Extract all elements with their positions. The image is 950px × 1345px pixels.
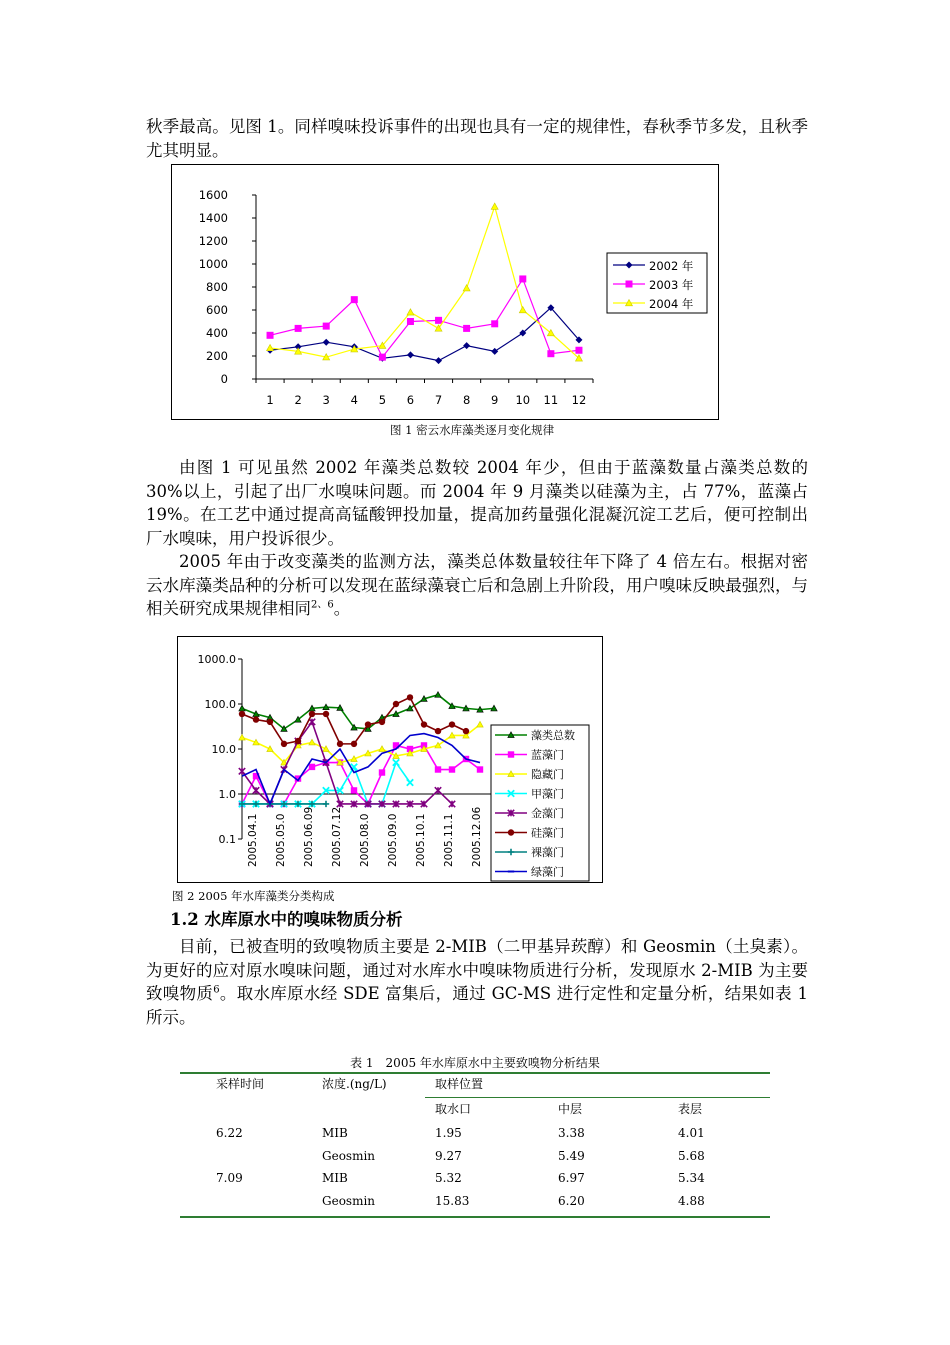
chart2-y-tick-label: 100.0 (204, 698, 236, 711)
chart2-point (239, 711, 245, 717)
table-rule-top (180, 1072, 770, 1074)
chart1-series-2 (267, 275, 583, 360)
chart1-point (463, 342, 470, 349)
chart2-point (253, 787, 259, 793)
chart1-y-tick-label: 1000 (198, 257, 228, 271)
row-4-intake: 15.83 (435, 1194, 470, 1208)
header-conc: 浓度.(ng/L) (322, 1077, 387, 1091)
paragraph-1: 秋季最高。见图 1。同样嗅味投诉事件的出现也具有一定的规律性，春秋季节多发，且秋季尤其明显。 (146, 117, 808, 160)
chart1-point (547, 350, 554, 357)
row-2-surface: 5.68 (678, 1149, 705, 1163)
chart2-point (449, 721, 455, 727)
chart2-legend-label: 蓝藻门 (531, 748, 564, 762)
chart2-point (463, 728, 469, 734)
chart1-legend-marker (626, 281, 633, 288)
paragraph-4-text: 目前，已被查明的致嗅物质主要是 2-MIB（二甲基异莰醇）和 Geosmin（土臭素）。为更好的应对原水嗅味问题，通过对水库水中嗅味物质进行分析，发现原水 2-MIB 为主要致嗅物质 (146, 937, 808, 1003)
chart2-point (309, 764, 315, 770)
chart1-point (407, 351, 414, 358)
row-1-compound: MIB (322, 1126, 348, 1140)
chart2-point (239, 768, 245, 774)
chart2-series-2 (239, 742, 483, 807)
chart2-point (407, 694, 413, 700)
table-1-caption: 表 1 2005 年水库原水中主要致嗅物分析结果 (350, 1056, 600, 1070)
paragraph-4-citation: 6 (213, 984, 220, 996)
chart2-point (379, 769, 385, 775)
row-1-surface: 4.01 (678, 1126, 705, 1140)
chart1-point (519, 307, 526, 313)
chart1-x-tick-label: 6 (406, 393, 415, 407)
chart1-point (491, 203, 498, 209)
chart2-legend-label: 甲藻门 (531, 787, 564, 801)
chart2-point (337, 741, 343, 747)
chart1-y-tick-label: 200 (206, 349, 228, 363)
chart2-series-line (242, 725, 480, 763)
table-rule-mid (425, 1097, 770, 1098)
chart1-x-tick-label: 8 (462, 393, 471, 407)
paragraph-4-end: 。取水库原水经 SDE 富集后，通过 GC-MS 进行定性和定量分析，结果如表 1 所示。 (146, 984, 808, 1027)
chart2-legend-label: 隐藏门 (531, 768, 564, 781)
paragraph-2: 由图 1 可见虽然 2002 年藻类总数较 2004 年少，但由于蓝藻数量占藻类总数的 30%以上，引起了出厂水嗅味问题。而 2004 年 9 月藻类以硅藻为主，占 77%，蓝藻占 19%。在工艺中通过提高高锰酸钾投加量，提高加药量强化混凝沉淀工艺后，便可控制出厂水嗅味，用户投诉很少。 (146, 458, 808, 548)
figure-2-chart (178, 637, 602, 882)
chart1-point (323, 323, 330, 330)
chart2-point (309, 711, 315, 717)
chart1-x-tick-label: 4 (350, 393, 358, 407)
chart1-x-tick-label: 11 (543, 393, 559, 407)
row-3-compound: MIB (322, 1171, 348, 1185)
chart2-point (449, 801, 455, 807)
chart2-legend-label: 金藻门 (531, 807, 564, 820)
header-sub-surface: 表层 (678, 1102, 703, 1116)
chart1-legend-label: 2004 年 (649, 297, 694, 311)
table-rule-bottom (180, 1216, 770, 1218)
chart1-series-line (270, 308, 579, 361)
chart1-point (435, 357, 442, 364)
chart2-point (379, 719, 385, 725)
chart2-x-tick-label: 2005.08.0 (359, 813, 371, 867)
chart1-y-tick-label: 600 (206, 303, 228, 317)
row-2-middle: 5.49 (558, 1149, 585, 1163)
row-1-time: 6.22 (216, 1126, 243, 1140)
row-1-middle: 3.38 (558, 1126, 585, 1140)
chart1-point (407, 318, 414, 325)
chart2-point (379, 746, 385, 752)
chart2-series-line (242, 697, 466, 743)
chart2-y-tick-label: 0.1 (218, 833, 236, 846)
figure-1-caption: 图 1 密云水库藻类逐月变化规律 (390, 423, 555, 437)
row-4-surface: 4.88 (678, 1194, 705, 1208)
chart2-point (351, 787, 357, 793)
row-3-surface: 5.34 (678, 1171, 705, 1185)
chart2-x-tick-label: 2005.09.0 (387, 813, 399, 867)
chart1-x-tick-label: 2 (294, 393, 302, 407)
chart1-x-tick-label: 9 (491, 393, 499, 407)
chart1-y-tick-label: 400 (206, 326, 228, 340)
chart2-point (295, 738, 301, 744)
chart2-x-tick-label: 2005.07.12 (331, 806, 343, 867)
row-3-time: 7.09 (216, 1171, 243, 1185)
figure-1-chart (172, 165, 718, 419)
chart1-x-tick-label: 1 (266, 393, 274, 407)
chart1-point (463, 285, 470, 291)
chart1-axes (199, 188, 593, 407)
paragraph-3-end: 。 (333, 599, 351, 618)
chart2-x-tick-label: 2005.10.1 (415, 813, 427, 867)
row-2-compound: Geosmin (322, 1149, 376, 1163)
chart2-x-tick-label: 2005.06.09 (303, 806, 315, 867)
chart2-x-tick-label: 2005.05.0 (275, 813, 287, 867)
chart1-point (463, 325, 470, 332)
section-title: 1.2 水库原水中的嗅味物质分析 (170, 910, 403, 929)
chart1-point (435, 317, 442, 324)
chart2-point (365, 721, 371, 727)
chart1-point (407, 309, 414, 315)
chart2-legend-label: 藻类总数 (531, 729, 575, 742)
chart2-legend-marker (508, 751, 514, 757)
chart2-legend (491, 725, 589, 881)
chart2-point (449, 766, 455, 772)
paragraph-3 (146, 550, 808, 621)
chart2-point (421, 721, 427, 727)
chart2-point (393, 701, 399, 707)
chart2-point (351, 741, 357, 747)
chart1-x-tick-label: 3 (322, 393, 330, 407)
chart1-point (323, 339, 330, 346)
chart2-point (477, 721, 483, 727)
chart2-legend-label: 硅藻门 (531, 826, 564, 840)
chart2-y-tick-label: 1000.0 (197, 653, 236, 666)
chart1-series-3 (267, 203, 583, 361)
chart2-series-line (242, 745, 480, 804)
chart1-y-tick-label: 1200 (198, 234, 228, 248)
chart2-x-tick-label: 2005.04.1 (247, 813, 259, 867)
chart2-point (323, 711, 329, 717)
chart1-legend-label: 2003 年 (649, 278, 694, 292)
chart2-legend-marker (508, 829, 514, 835)
chart1-point (491, 320, 498, 327)
chart2-point (435, 787, 441, 793)
chart2-point (435, 728, 441, 734)
chart1-y-tick-label: 800 (206, 280, 228, 294)
row-3-middle: 6.97 (558, 1171, 585, 1185)
chart2-point (253, 716, 259, 722)
chart2-legend-label: 裸藻门 (531, 846, 564, 859)
chart1-legend (607, 253, 707, 313)
chart2-y-tick-label: 1.0 (218, 788, 236, 801)
chart1-y-tick-label: 0 (220, 372, 228, 386)
header-location: 取样位置 (435, 1077, 484, 1091)
chart1-point (267, 344, 274, 350)
chart2-y-tick-label: 10.0 (211, 743, 236, 756)
chart2-series-7 (239, 801, 329, 807)
chart1-point (575, 347, 582, 354)
chart2-point (239, 734, 245, 740)
chart2-point (407, 779, 413, 785)
row-4-middle: 6.20 (558, 1194, 585, 1208)
chart2-point (267, 719, 273, 725)
row-4-compound: Geosmin (322, 1194, 376, 1208)
chart2-point (435, 692, 441, 698)
chart1-point (351, 296, 358, 303)
chart1-point (295, 325, 302, 332)
chart2-point (281, 741, 287, 747)
row-3-intake: 5.32 (435, 1171, 462, 1185)
chart2-legend-label: 绿藻门 (531, 865, 564, 879)
header-time: 采样时间 (216, 1077, 265, 1091)
chart1-x-tick-label: 10 (515, 393, 531, 407)
figure-2 (177, 636, 603, 883)
chart2-point (435, 766, 441, 772)
paragraph-3-text: 2005 年由于改变藻类的监测方法，藻类总体数量较往年下降了 4 倍左右。根据对密云水库藻类品种的分析可以发现在蓝绿藻衰亡后和急剧上升阶段，用户嗅味反映最强烈，与相关研究成果规律相同 (146, 552, 808, 618)
row-2-intake: 9.27 (435, 1149, 462, 1163)
chart1-y-tick-label: 1400 (198, 211, 228, 225)
chart2-point (323, 801, 329, 807)
chart2-x-tick-label: 2005.12.06 (471, 806, 483, 867)
figure-2-caption: 图 2 2005 年水库藻类分类构成 (172, 889, 335, 903)
chart1-x-tick-label: 7 (434, 393, 443, 407)
chart1-point (519, 275, 526, 282)
chart2-point (477, 766, 483, 772)
chart1-x-tick-label: 12 (571, 393, 587, 407)
chart1-series-line (270, 207, 579, 359)
chart1-y-tick-label: 1600 (198, 188, 228, 202)
figure-1 (171, 164, 719, 420)
chart1-legend-label: 2002 年 (649, 259, 694, 273)
paragraph-4 (146, 935, 808, 1029)
header-sub-intake: 取水口 (435, 1102, 472, 1116)
chart1-point (491, 348, 498, 355)
chart1-x-tick-label: 5 (378, 393, 387, 407)
header-sub-middle: 中层 (558, 1102, 583, 1116)
chart2-x-tick-label: 2005.11.1 (443, 813, 455, 867)
chart2-point (239, 705, 245, 711)
paragraph-3-citation: 2、6 (311, 599, 334, 611)
row-1-intake: 1.95 (435, 1126, 462, 1140)
chart1-point (379, 354, 386, 361)
chart1-point (267, 332, 274, 339)
